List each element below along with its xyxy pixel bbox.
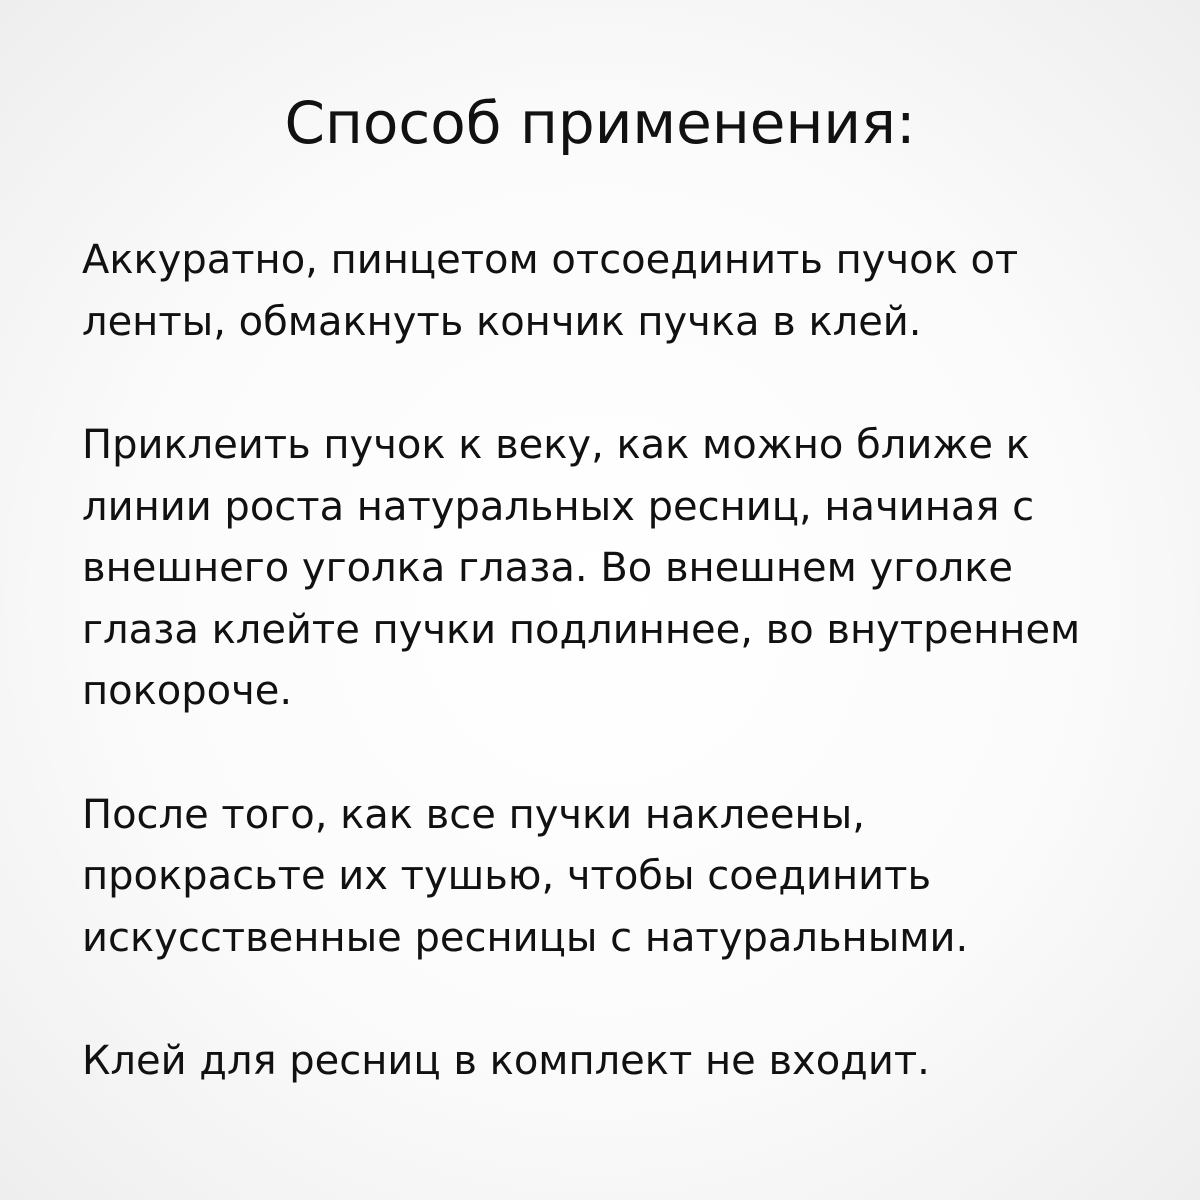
text-line: ленты, обмакнуть кончик пучка в клей. <box>82 298 922 345</box>
instruction-text <box>82 230 1162 1155</box>
text-line: глаза клейте пучки подлиннее, во внутреннем <box>82 606 1081 653</box>
paragraph-mascara <box>82 785 1162 970</box>
page-title: Способ применения: <box>284 89 916 157</box>
text-line: искусственные ресницы с натуральными. <box>82 914 969 961</box>
text-line: Клей для ресниц в комплект не входит. <box>82 1038 930 1084</box>
text-line: внешнего уголка глаза. Во внешнем уголке <box>82 545 1014 591</box>
text-line: Аккуратно, пинцетом отсоединить пучок от <box>82 237 1019 283</box>
text-line: покороче. <box>82 668 293 714</box>
text-line: После того, как все пучки наклеены, <box>82 791 865 838</box>
paragraph-glue-not-included <box>82 1031 1162 1093</box>
text-line: линии роста натуральных ресниц, начиная с <box>82 483 1035 530</box>
text-line: Приклеить пучок к веку, как можно ближе к <box>82 422 1030 468</box>
paragraph-glue-tuft <box>82 415 1162 723</box>
paragraph-detach-tuft <box>82 230 1162 353</box>
text-line: прокрасьте их тушью, чтобы соединить <box>82 853 932 899</box>
